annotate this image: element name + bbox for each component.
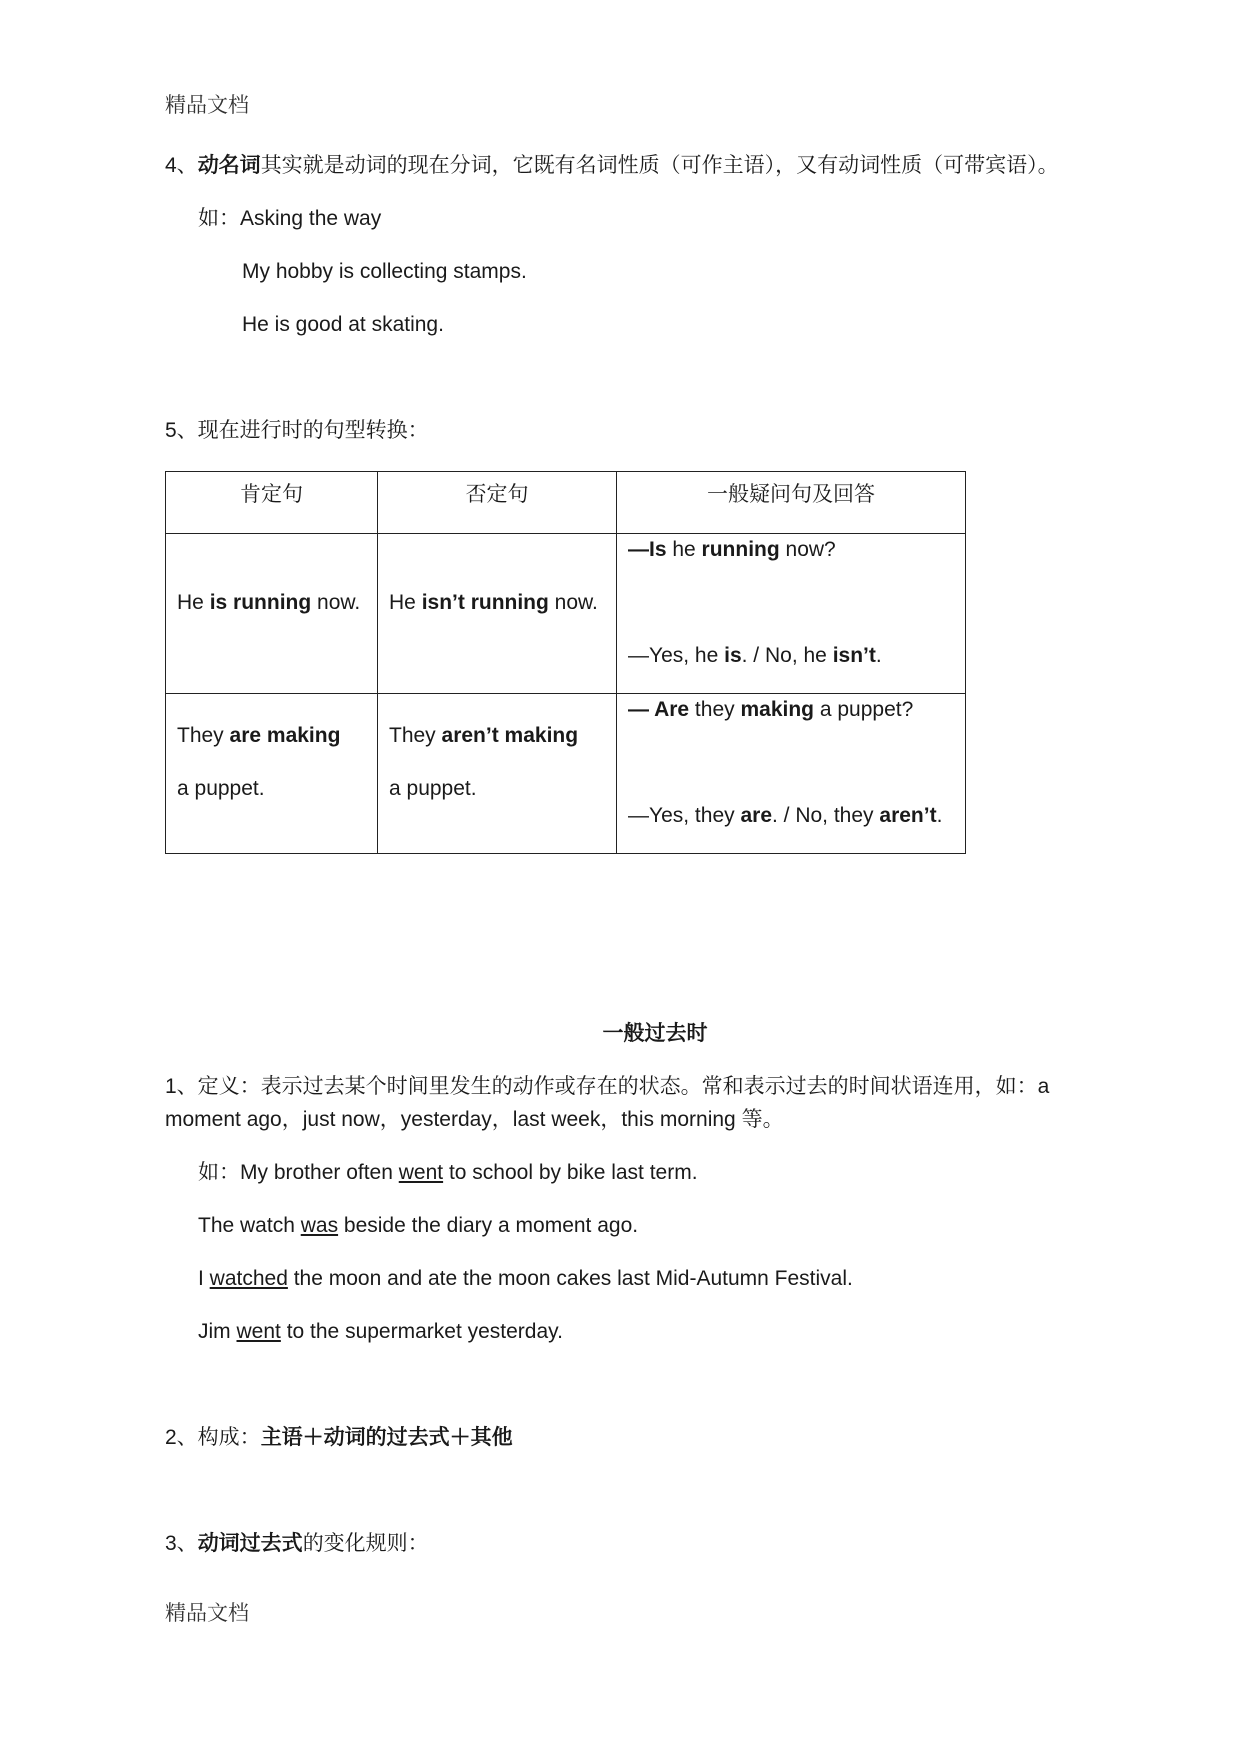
section-3-rules bbox=[165, 1530, 429, 1558]
definition-line-1: 1、定义：表示过去某个时间里发生的动作或存在的状态。常和表示过去的时间状语连用，如：a bbox=[165, 1075, 1050, 1098]
text-part: They bbox=[177, 724, 230, 747]
text-part: . bbox=[936, 804, 943, 827]
header-negative: 否定句 bbox=[465, 483, 529, 506]
affirmative-sentence bbox=[166, 591, 360, 615]
section-4-example-1 bbox=[198, 205, 381, 233]
text-part: I bbox=[198, 1267, 210, 1290]
section-title-text: 一般过去时 bbox=[602, 1022, 708, 1045]
text-part: Jim bbox=[198, 1320, 237, 1343]
text-part: 的变化规则： bbox=[302, 1532, 429, 1555]
cell-question bbox=[617, 534, 966, 694]
sentence-transform-table bbox=[165, 471, 966, 854]
section-2-structure bbox=[165, 1424, 513, 1452]
cell-negative bbox=[378, 694, 617, 854]
bold-part: are making bbox=[229, 724, 341, 747]
bold-part: isn’t running bbox=[421, 591, 549, 614]
text-part: He bbox=[389, 591, 422, 614]
answer-sentence bbox=[617, 804, 942, 828]
text-part: . / No, they bbox=[772, 804, 880, 827]
text-part: now? bbox=[779, 538, 836, 561]
header-question: 一般疑问句及回答 bbox=[707, 483, 875, 506]
text-part: to the supermarket yesterday. bbox=[280, 1320, 563, 1343]
table-header-row bbox=[166, 472, 966, 534]
bold-part: isn’t bbox=[832, 644, 876, 667]
bold-part: 动词过去式 bbox=[197, 1532, 303, 1555]
section-4-term: 动名词 bbox=[197, 154, 261, 177]
section-4-line bbox=[165, 152, 1059, 180]
text-part: they bbox=[689, 698, 741, 721]
question-sentence bbox=[617, 538, 836, 562]
header-affirmative: 肯定句 bbox=[240, 483, 303, 506]
section-title-simple-past bbox=[0, 1020, 1241, 1048]
text-part: a puppet? bbox=[814, 698, 914, 721]
example-text: Asking the way bbox=[240, 207, 382, 230]
underlined-verb: went bbox=[398, 1161, 444, 1184]
bold-part: — bbox=[628, 538, 649, 561]
cell-negative bbox=[378, 534, 617, 694]
affirmative-sentence-line-2: a puppet. bbox=[177, 777, 265, 800]
past-example-3 bbox=[198, 1265, 853, 1293]
text-part: —Yes, he bbox=[628, 644, 725, 667]
bold-part: Is bbox=[649, 538, 667, 561]
text-part: He bbox=[177, 591, 210, 614]
text-part: 3、 bbox=[165, 1532, 198, 1555]
question-sentence bbox=[617, 698, 913, 722]
table-row bbox=[166, 534, 966, 694]
text-part: The watch bbox=[198, 1214, 301, 1237]
underlined-verb: was bbox=[300, 1214, 339, 1237]
header-cell-affirmative bbox=[166, 472, 378, 534]
bold-part: — bbox=[628, 698, 655, 721]
underlined-verb: went bbox=[236, 1320, 281, 1343]
text-part: 如：My brother often bbox=[198, 1161, 399, 1184]
text-part: he bbox=[666, 538, 702, 561]
cell-affirmative bbox=[166, 694, 378, 854]
text-part: now. bbox=[311, 591, 361, 614]
page-footer: 精品文档 bbox=[165, 1601, 249, 1625]
bold-part: aren’t bbox=[879, 804, 937, 827]
text-part: —Yes, they bbox=[628, 804, 741, 827]
page-header: 精品文档 bbox=[165, 93, 249, 117]
section-4-description: 其实就是动词的现在分词，它既有名词性质（可作主语），又有动词性质（可带宾语）。 bbox=[260, 154, 1059, 177]
past-example-2 bbox=[198, 1212, 638, 1240]
section-4-example-2: My hobby is collecting stamps. bbox=[242, 260, 527, 283]
bold-part: is running bbox=[209, 591, 312, 614]
table-row bbox=[166, 694, 966, 854]
text-part: They bbox=[389, 724, 442, 747]
text-part: . bbox=[875, 644, 882, 667]
bold-part: aren’t making bbox=[441, 724, 579, 747]
header-cell-negative bbox=[378, 472, 617, 534]
definition-line-2: moment ago，just now，yesterday，last week，this morning 等。 bbox=[165, 1108, 784, 1131]
cell-affirmative bbox=[166, 534, 378, 694]
negative-sentence-line-2: a puppet. bbox=[389, 777, 477, 800]
text-part: the moon and ate the moon cakes last Mid-Autumn Festival. bbox=[287, 1267, 853, 1290]
header-cell-question bbox=[617, 472, 966, 534]
past-example-1 bbox=[198, 1159, 698, 1187]
example-prefix: 如： bbox=[198, 207, 240, 230]
section-4-example-3: He is good at skating. bbox=[242, 313, 444, 336]
answer-sentence bbox=[617, 644, 882, 668]
text-part: . / No, he bbox=[741, 644, 833, 667]
section-5-title: 5、现在进行时的句型转换： bbox=[165, 419, 429, 442]
negative-sentence-line-1 bbox=[378, 724, 578, 748]
section-4-number: 4、 bbox=[165, 154, 198, 177]
affirmative-sentence-line-1 bbox=[166, 724, 340, 748]
bold-part: making bbox=[740, 698, 814, 721]
text-part: beside the diary a moment ago. bbox=[338, 1214, 639, 1237]
bold-part: running bbox=[701, 538, 780, 561]
past-example-4 bbox=[198, 1318, 563, 1346]
text-part: 2、构成： bbox=[165, 1426, 261, 1449]
bold-part: is bbox=[724, 644, 742, 667]
bold-part: are bbox=[740, 804, 772, 827]
text-part: now. bbox=[548, 591, 598, 614]
bold-part: 主语＋动词的过去式＋其他 bbox=[260, 1426, 513, 1449]
underlined-verb: watched bbox=[209, 1267, 288, 1290]
negative-sentence bbox=[378, 591, 598, 615]
cell-question bbox=[617, 694, 966, 854]
text-part: to school by bike last term. bbox=[443, 1161, 698, 1184]
bold-part: Are bbox=[654, 698, 690, 721]
